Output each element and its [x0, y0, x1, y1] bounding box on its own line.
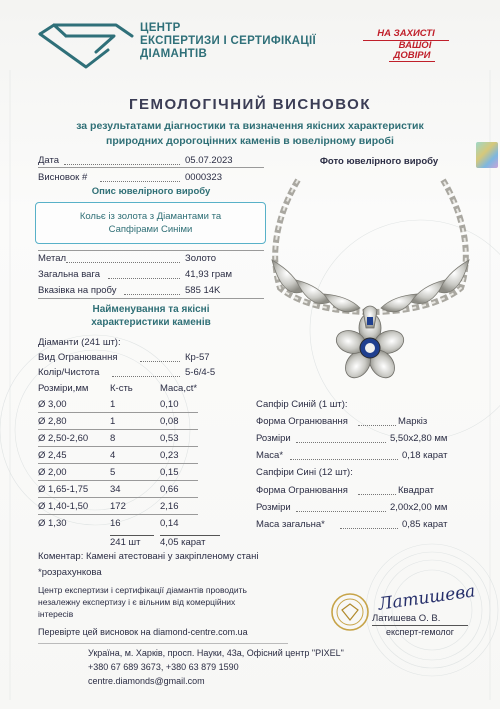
diamond-row-count: 34: [110, 484, 121, 495]
email-link[interactable]: centre.diamonds@gmail.com: [88, 676, 205, 686]
diamond-row-size: Ø 1,65-1,75: [38, 484, 89, 495]
cut-leader: [140, 361, 180, 362]
cut-label: Вид Огранювання: [38, 352, 118, 363]
diamond-row-mass: 0,53: [160, 433, 179, 444]
diamond-row-count: 8: [110, 433, 116, 444]
diamond-row-rule: [38, 514, 198, 515]
date-rule: [38, 167, 264, 168]
stones-heading-line-1: Найменування та якісні: [92, 304, 210, 315]
date-label: Дата: [38, 155, 60, 166]
organization-name: [140, 22, 316, 61]
col-count-header: К-сть: [110, 383, 133, 394]
subtitle-line-1: за результатами діагностики та визначення якісних характеристик: [76, 120, 424, 132]
item-description-line-2: Сапфірами Синіми: [108, 224, 193, 235]
report-number-value: 0000323: [185, 172, 222, 183]
org-line-1: ЦЕНТР: [140, 22, 181, 34]
diamond-row-size: Ø 1,40-1,50: [38, 501, 89, 512]
color-clarity-value: 5-6/4-5: [185, 367, 216, 378]
diamond-row-size: Ø 2,00: [38, 467, 67, 478]
document-subtitle: [20, 119, 480, 149]
diamond-row-rule: [38, 480, 198, 481]
cut-value: Кр-57: [185, 352, 210, 363]
diamond-row-count: 172: [110, 501, 126, 512]
diamond-row-rule: [38, 446, 198, 447]
weight-leader: [108, 278, 180, 279]
sapphires-group-mass-label: Маса загальна*: [256, 519, 325, 530]
sapphire-single-title: Сапфір Синій (1 шт):: [256, 399, 348, 410]
sapphire-single-size-label: Розміри: [256, 433, 291, 444]
comment-text: Коментар: Камені атестовані у закріпленому стані: [38, 551, 259, 562]
diamond-row-mass: 0,08: [160, 416, 179, 427]
diamond-row-rule: [38, 412, 198, 413]
report-number-label: Висновок #: [38, 172, 88, 183]
diamond-row-count: 5: [110, 467, 116, 478]
hallmark-label: Вказівка на пробу: [38, 285, 117, 296]
disclaimer-line-1: Центр експертизи і сертифікації діамантів проводить: [38, 585, 247, 595]
metal-label: Метал: [38, 253, 67, 264]
gold-seal-icon: [330, 592, 370, 632]
item-rule-top: [38, 250, 264, 251]
color-clarity-label: Колір/Чистота: [38, 367, 100, 378]
hologram-sticker: [476, 142, 498, 168]
sapphires-group-cut-label: Форма Огранювання: [256, 485, 348, 496]
hallmark-value: 585 14K: [185, 285, 221, 296]
expert-signature: Латишева: [377, 581, 477, 615]
diamond-row-mass: 0,10: [160, 399, 179, 410]
diamond-row-size: Ø 2,45: [38, 450, 67, 461]
sapphire-single-mass-label: Маса*: [256, 450, 284, 461]
stones-heading: [38, 303, 264, 329]
diamonds-total-mass: 4,05 карат: [160, 535, 220, 548]
sapphire-single-mass-leader: [290, 459, 398, 460]
date-value: 05.07.2023: [185, 155, 233, 166]
diamond-row-mass: 0,15: [160, 467, 179, 478]
document-title: ГЕМОЛОГІЧНИЙ ВИСНОВОК: [129, 96, 371, 113]
diamond-row-rule: [38, 429, 198, 430]
diamonds-title: Діаманти (241 шт):: [38, 337, 121, 348]
diamond-row-rule: [38, 463, 198, 464]
sapphires-group-title: Сапфіри Сині (12 шт):: [256, 467, 353, 478]
diamond-row-count: 1: [110, 416, 116, 427]
sapphire-single-size-value: 5,50х2,80 мм: [390, 433, 448, 444]
diamond-row-mass: 2,16: [160, 501, 179, 512]
stamp-line-1: НА ЗАХИСТІ: [363, 29, 449, 41]
diamond-row-rule: [38, 497, 198, 498]
footer-rule: [38, 643, 288, 644]
weight-value: 41,93 грам: [185, 269, 232, 280]
hallmark-leader: [124, 294, 180, 295]
diamond-row-mass: 0,23: [160, 450, 179, 461]
necklace-photo: [258, 170, 483, 385]
sapphires-group-mass-value: 0,85 карат: [402, 519, 448, 530]
item-description-line-1: Кольє із золота з Діамантами та: [79, 211, 222, 222]
diamond-row-size: Ø 2,50-2,60: [38, 433, 89, 444]
sapphire-single-cut-label: Форма Огранювання: [256, 416, 348, 427]
sapphires-group-size-leader: [296, 511, 386, 512]
date-leader: [64, 164, 180, 165]
address-text: Україна, м. Харків, просп. Науки, 43а, Офісний центр "PIXEL": [88, 648, 344, 658]
stones-heading-line-2: характеристики каменів: [91, 317, 211, 328]
sapphires-group-cut-leader: [358, 494, 396, 495]
metal-leader: [66, 262, 180, 263]
sapphire-single-cut-leader: [358, 425, 396, 426]
diamond-row-count: 4: [110, 450, 116, 461]
org-line-3: ДІАМАНТІВ: [140, 48, 208, 60]
footnote-text: *розрахункова: [38, 567, 102, 578]
diamond-row-mass: 0,14: [160, 518, 179, 529]
sapphires-group-size-label: Розміри: [256, 502, 291, 513]
sapphire-single-size-leader: [296, 442, 386, 443]
col-mass-header: Маса,ct*: [160, 383, 198, 394]
sapphire-single-mass-value: 0,18 карат: [402, 450, 448, 461]
disclaimer-text: [38, 584, 247, 620]
item-description-heading: Опис ювелірного виробу: [91, 186, 211, 197]
disclaimer-line-2: незалежну експертизу і є вільним від комерційних: [38, 597, 236, 607]
slogan-stamp: [363, 29, 449, 62]
diamond-row-count: 1: [110, 399, 116, 410]
sapphires-group-mass-leader: [340, 528, 398, 529]
color-clarity-leader: [112, 376, 180, 377]
report-number-leader: [100, 181, 180, 182]
verify-link[interactable]: Перевірте цей висновок на diamond-centre.com.ua: [38, 627, 248, 637]
diamond-logo-icon: [36, 22, 136, 70]
col-size-header: Розміри,мм: [38, 383, 89, 394]
stamp-line-3: ДОВІРИ: [389, 51, 435, 62]
sapphires-group-size-value: 2,00х2,00 мм: [390, 502, 448, 513]
org-line-2: ЕКСПЕРТИЗИ І СЕРТИФІКАЦІЇ: [140, 35, 317, 47]
diamond-row-size: Ø 3,00: [38, 399, 67, 410]
item-description-box: [35, 202, 266, 244]
disclaimer-line-3: інтересів: [38, 609, 74, 619]
diamonds-total-count: 241 шт: [110, 535, 154, 548]
metal-value: Золото: [185, 253, 217, 264]
phones-text: +380 67 689 3673, +380 63 879 1590: [88, 662, 239, 672]
photo-label: Фото ювелірного виробу: [319, 156, 439, 167]
diamond-row-size: Ø 1,30: [38, 518, 67, 529]
weight-label: Загальна вага: [38, 269, 100, 280]
sapphires-group-cut-value: Квадрат: [398, 485, 435, 496]
signer-name: Латишева О. В.: [372, 613, 441, 624]
diamond-row-count: 16: [110, 518, 121, 529]
stamp-line-2: ВАШОЇ: [398, 40, 432, 51]
sapphire-single-cut-value: Маркіз: [398, 416, 428, 427]
subtitle-line-2: природних дорогоцінних каменів в ювелірному виробі: [106, 135, 394, 147]
diamond-row-mass: 0,66: [160, 484, 179, 495]
signer-role: експерт-гемолог: [385, 627, 455, 637]
diamond-row-size: Ø 2,80: [38, 416, 67, 427]
signature-rule: [372, 625, 468, 626]
item-rule-bottom: [38, 298, 264, 299]
